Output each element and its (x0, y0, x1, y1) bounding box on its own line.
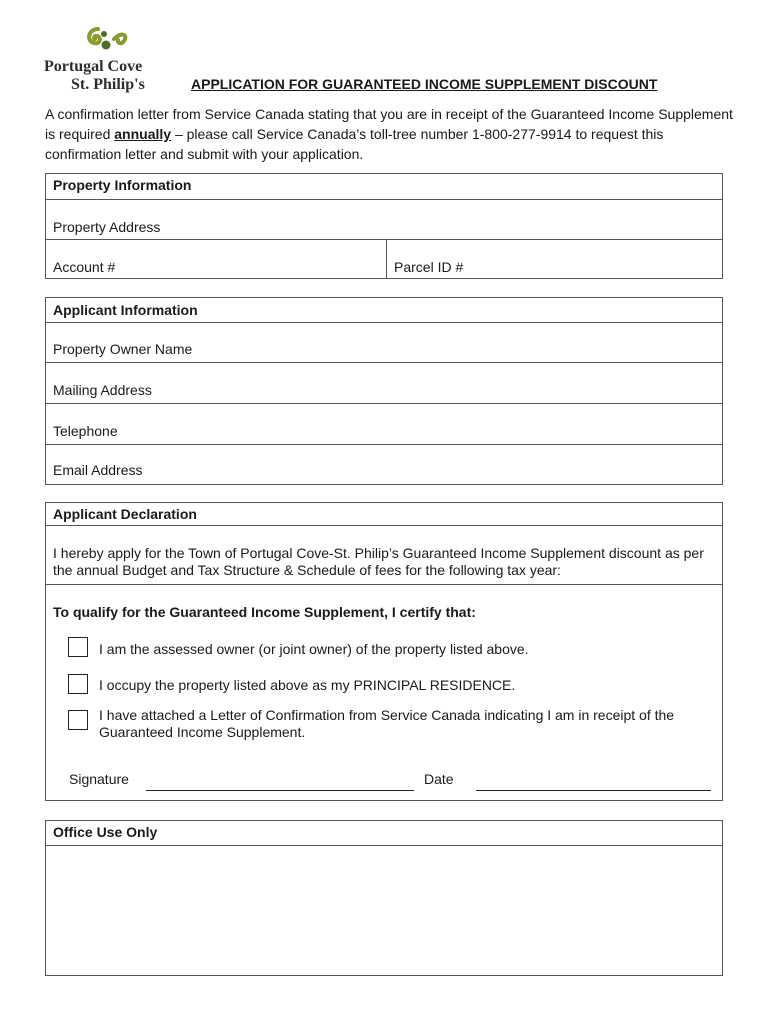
field-label: Property Address (53, 219, 161, 235)
intro-paragraph (45, 104, 735, 164)
section-heading: Applicant Information (53, 302, 198, 318)
declaration-statement-row (46, 525, 722, 585)
checkbox-label: I have attached a Letter of Confirmation from Service Canada indicating I am in receipt of the Guaranteed Income Supplement. (99, 707, 675, 740)
form-title: APPLICATION FOR GUARANTEED INCOME SUPPLEMENT DISCOUNT (191, 76, 658, 92)
date-line[interactable] (476, 790, 711, 791)
field-label: Telephone (53, 423, 118, 439)
account-number-field[interactable] (46, 240, 386, 280)
intro-emphasis: annually (114, 126, 172, 142)
signature-label: Signature (69, 771, 129, 787)
owner-checkbox[interactable] (68, 637, 88, 657)
field-label: Email Address (53, 462, 143, 478)
section-heading: Property Information (53, 177, 192, 193)
signature-line[interactable] (146, 790, 414, 791)
town-logo (40, 25, 165, 95)
checkbox-label: I occupy the property listed above as my PRINCIPAL RESIDENCE. (99, 677, 516, 693)
residence-checkbox[interactable] (68, 674, 88, 694)
office-use-section (45, 820, 723, 976)
field-label: Account # (53, 259, 116, 275)
section-heading: Applicant Declaration (53, 506, 197, 522)
intro-text-start: A confirmation letter from Service Canada stating that you are in receipt of the Guaranteed Income Supplement is required (45, 106, 733, 142)
date-label: Date (424, 771, 454, 787)
office-use-area (46, 845, 722, 975)
email-address-field[interactable] (46, 444, 722, 485)
property-information-section (45, 173, 723, 279)
intro-text-end: – please call Service Canada’s toll-tree number 1-800-277-9914 to request this confirmation letter and submit with your application. (45, 126, 664, 162)
property-address-field[interactable] (46, 199, 722, 240)
field-label: Property Owner Name (53, 341, 193, 357)
certification-area (46, 584, 722, 800)
leaf-emblem-icon (84, 25, 130, 57)
parcel-id-field[interactable] (387, 240, 722, 280)
checkbox-label: I am the assessed owner (or joint owner) of the property listed above. (99, 641, 529, 657)
logo-text-line2: St. Philip's (71, 76, 145, 93)
telephone-field[interactable] (46, 403, 722, 444)
field-label: Mailing Address (53, 382, 152, 398)
account-parcel-row (46, 239, 722, 279)
confirmation-letter-checkbox[interactable] (68, 710, 88, 730)
qualify-heading: To qualify for the Guaranteed Income Supplement, I certify that: (53, 604, 476, 620)
logo-text-line1: Portugal Cove (44, 58, 143, 75)
applicant-information-section (45, 297, 723, 485)
section-heading: Office Use Only (53, 824, 158, 840)
declaration-statement: I hereby apply for the Town of Portugal Cove-St. Philip’s Guaranteed Income Supplement discount as per the annual Budget and Tax Structure & Schedule of fees for the following tax year: (53, 545, 704, 578)
field-label: Parcel ID # (394, 259, 464, 275)
applicant-declaration-section (45, 502, 723, 801)
property-owner-name-field[interactable] (46, 322, 722, 363)
mailing-address-field[interactable] (46, 362, 722, 403)
